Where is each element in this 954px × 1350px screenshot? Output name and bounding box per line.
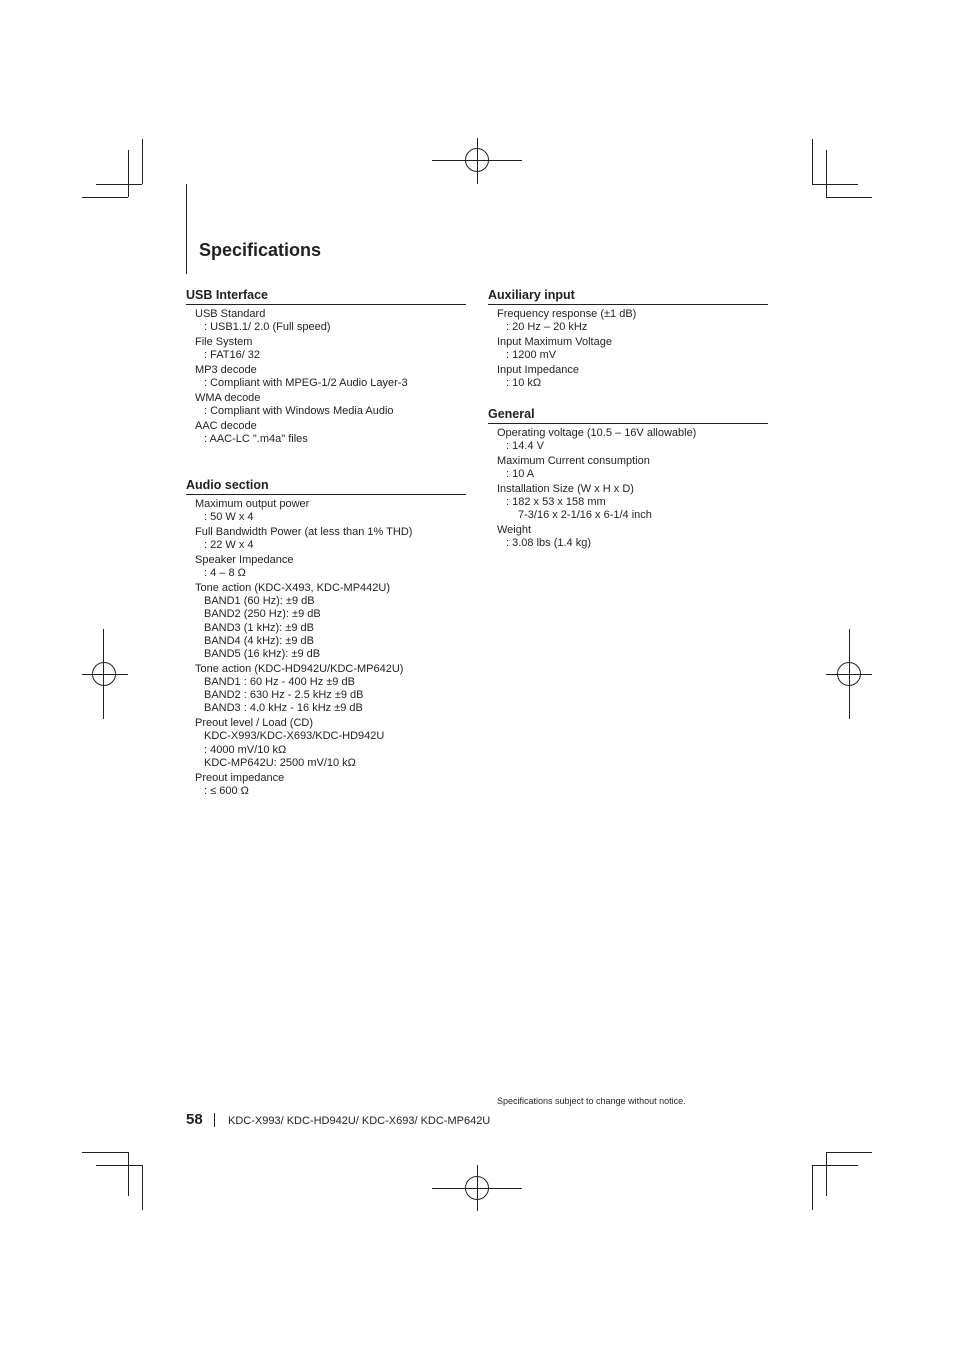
audio-section xyxy=(186,477,466,800)
spec-entry xyxy=(488,455,768,481)
spec-value: BAND2 (250 Hz): ±9 dB xyxy=(204,608,321,621)
spec-value: : Compliant with Windows Media Audio xyxy=(204,405,394,418)
spec-value: BAND5 (16 kHz): ±9 dB xyxy=(204,648,321,661)
model-line: KDC-X993/ KDC-HD942U/ KDC-X693/ KDC-MP642U xyxy=(228,1115,491,1127)
spec-entry xyxy=(186,392,466,418)
spec-value: BAND3 (1 kHz): ±9 dB xyxy=(204,621,314,634)
spec-label: Preout impedance xyxy=(195,771,285,784)
spec-entry xyxy=(488,364,768,390)
spec-label: Tone action (KDC-X493, KDC-MP442U) xyxy=(195,582,391,594)
spec-label: Full Bandwidth Power (at less than 1% THD) xyxy=(195,526,413,538)
spec-entry xyxy=(488,483,768,523)
spec-value: : 20 Hz – 20 kHz xyxy=(506,321,588,334)
spec-label: Weight xyxy=(497,524,532,537)
usb-interface-section xyxy=(186,287,466,448)
spec-value: : 50 W x 4 xyxy=(204,511,254,524)
spec-entry xyxy=(186,582,466,661)
spec-label: Tone action (KDC-HD942U/KDC-MP642U) xyxy=(195,662,404,675)
spec-list xyxy=(186,308,466,446)
spec-entry xyxy=(186,420,466,446)
notice-text: Specifications subject to change without notice. xyxy=(497,1096,686,1106)
spec-value: 7-3/16 x 2-1/16 x 6-1/4 inch xyxy=(518,509,652,522)
spec-value: BAND3 : 4.0 kHz - 16 kHz ±9 dB xyxy=(204,702,363,715)
spec-label: AAC decode xyxy=(195,420,257,432)
spec-value: : ≤ 600 Ω xyxy=(204,784,249,797)
spec-value: BAND1 (60 Hz): ±9 dB xyxy=(204,595,315,608)
spec-entry xyxy=(488,308,768,334)
spec-label: Preout level / Load (CD) xyxy=(195,717,313,730)
spec-label: Maximum Current consumption xyxy=(497,455,650,467)
spec-label: MP3 decode xyxy=(195,364,257,376)
spec-label: Speaker Impedance xyxy=(195,554,294,566)
spec-value: : FAT16/ 32 xyxy=(204,349,261,362)
spec-value: : USB1.1/ 2.0 (Full speed) xyxy=(204,321,331,334)
spec-label: Frequency response (±1 dB) xyxy=(497,308,637,320)
auxiliary-input-section xyxy=(488,287,768,392)
spec-value: : 4 – 8 Ω xyxy=(204,567,246,580)
spec-value: : 182 x 53 x 158 mm xyxy=(506,496,606,509)
spec-entry xyxy=(488,427,768,453)
spec-entry xyxy=(488,336,768,362)
spec-entry xyxy=(186,554,466,580)
spec-value: : 10 A xyxy=(506,468,535,481)
spec-value: : 22 W x 4 xyxy=(204,539,254,552)
spec-label: Input Impedance xyxy=(497,364,579,376)
spec-value: : 14.4 V xyxy=(506,440,544,453)
spec-list xyxy=(186,498,466,798)
spec-entry xyxy=(186,717,466,770)
spec-value: : 1200 mV xyxy=(506,349,557,362)
spec-value: : AAC-LC ".m4a" files xyxy=(204,433,308,446)
spec-label: Maximum output power xyxy=(195,498,310,510)
spec-label: WMA decode xyxy=(195,392,261,404)
section-heading: Auxiliary input xyxy=(488,287,768,305)
spec-value: : 3.08 lbs (1.4 kg) xyxy=(506,537,591,550)
spec-entry xyxy=(186,308,466,334)
spec-label: USB Standard xyxy=(195,308,266,320)
spec-value: KDC-X993/KDC-X693/KDC-HD942U xyxy=(204,730,385,743)
spec-value: : Compliant with MPEG-1/2 Audio Layer-3 xyxy=(204,377,408,390)
spec-value: BAND1 : 60 Hz - 400 Hz ±9 dB xyxy=(204,676,355,689)
spec-value: : 10 kΩ xyxy=(506,377,542,390)
spec-value: : 4000 mV/10 kΩ xyxy=(204,743,287,756)
spec-entry xyxy=(186,772,466,798)
page-number: 58 xyxy=(186,1111,203,1128)
general-section xyxy=(488,406,768,552)
spec-list xyxy=(488,308,768,390)
spec-entry xyxy=(186,364,466,390)
spec-label: Operating voltage (10.5 – 16V allowable) xyxy=(497,427,697,439)
section-heading: USB Interface xyxy=(186,287,466,305)
spec-label: Installation Size (W x H x D) xyxy=(497,483,634,495)
spec-entry xyxy=(186,498,466,524)
page-title: Specifications xyxy=(199,240,322,260)
section-heading: General xyxy=(488,406,768,424)
spec-value: KDC-MP642U: 2500 mV/10 kΩ xyxy=(204,756,356,769)
spec-label: Input Maximum Voltage xyxy=(497,336,612,348)
page-number-separator xyxy=(214,1113,215,1127)
spec-value: BAND4 (4 kHz): ±9 dB xyxy=(204,634,314,647)
spec-entry xyxy=(186,336,466,362)
spec-entry xyxy=(186,526,466,552)
spec-value: BAND2 : 630 Hz - 2.5 kHz ±9 dB xyxy=(204,689,364,702)
title-bar xyxy=(186,184,187,274)
spec-entry xyxy=(488,524,768,550)
section-heading: Audio section xyxy=(186,477,466,495)
spec-label: File System xyxy=(195,336,253,348)
spec-list xyxy=(488,427,768,551)
spec-entry xyxy=(186,663,466,716)
